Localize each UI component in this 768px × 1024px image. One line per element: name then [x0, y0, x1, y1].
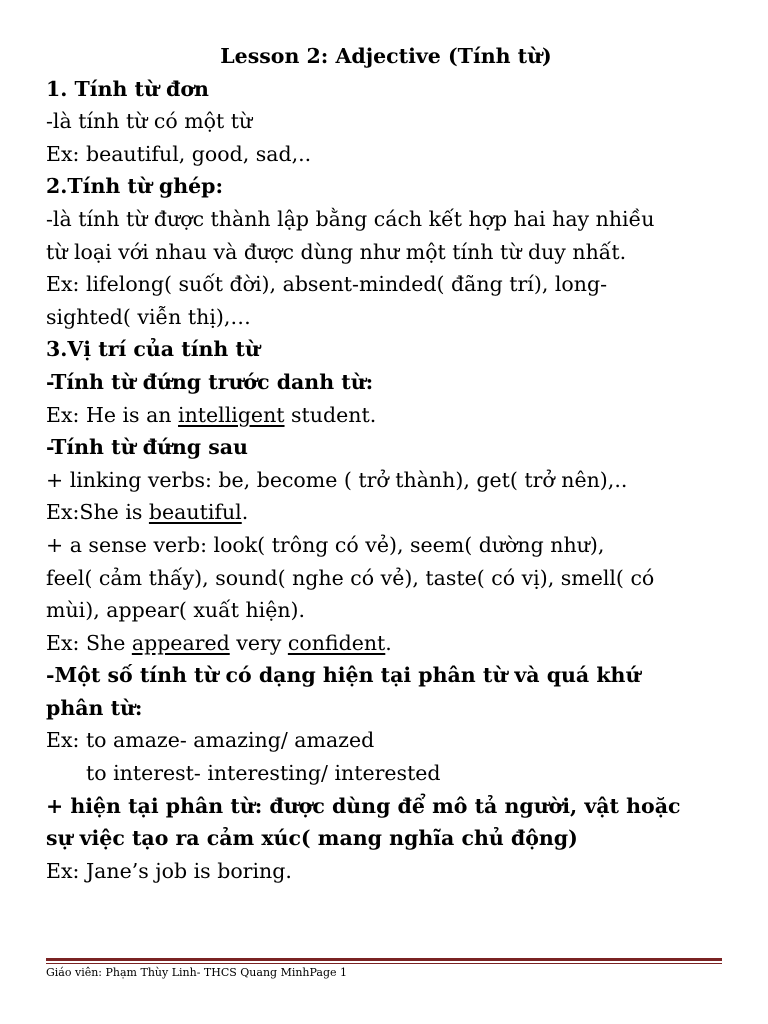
example-jane: Ex: Jane’s job is boring. — [46, 858, 292, 883]
section-2-definition-line-1: -là tính từ được thành lập bằng cách kết hợp hai hay nhiều — [46, 206, 655, 231]
linking-verbs-line: + linking verbs: be, become ( trở thành), get( trở nên),.. — [46, 467, 628, 492]
underlined-word: appeared — [131, 630, 230, 655]
adjective-after-heading: -Tính từ đứng sau — [46, 435, 248, 460]
section-2-example-line-1: Ex: lifelong( suốt đời), absent-minded( đãng trí), long- — [46, 272, 608, 297]
example-intelligent — [46, 399, 726, 432]
example-appeared-confident — [46, 627, 726, 660]
lesson-title: Lesson 2: Adjective (Tính từ) — [220, 44, 552, 68]
sense-verb-line-2: feel( cảm thấy), sound( nghe có vẻ), taste( có vị), smell( có — [46, 565, 655, 590]
section-2-example-line-2: sighted( viễn thị),… — [46, 304, 251, 329]
section-1-heading: 1. Tính từ đơn — [46, 76, 209, 101]
underlined-word: beautiful — [148, 500, 242, 525]
present-participle-line-2: sự việc tạo ra cảm xúc( mang nghĩa chủ động) — [46, 826, 578, 851]
example-text: . — [385, 630, 392, 655]
sense-verb-line-3: mùi), appear( xuất hiện). — [46, 598, 306, 623]
example-amaze: Ex: to amaze- amazing/ amazed — [46, 728, 375, 753]
page-footer: Giáo viên: Phạm Thùy Linh- THCS Quang MinhPage 1 — [46, 966, 348, 979]
sense-verb-line-1: + a sense verb: look( trông có vẻ), seem( dường như), — [46, 532, 605, 557]
example-text: Ex: He is an — [46, 402, 179, 427]
section-1-example: Ex: beautiful, good, sad,.. — [46, 141, 312, 166]
adjective-before-noun-heading: -Tính từ đứng trước danh từ: — [46, 369, 374, 394]
underlined-word: intelligent — [178, 402, 285, 427]
example-text: . — [241, 500, 249, 525]
section-3-heading: 3.Vị trí của tính từ — [46, 337, 260, 362]
section-2-heading: 2.Tính từ ghép: — [46, 174, 224, 199]
example-text: very — [229, 630, 288, 655]
section-1-definition: -là tính từ có một từ — [46, 109, 253, 134]
example-text: Ex: She — [46, 630, 132, 655]
footer-divider — [46, 958, 722, 964]
participle-heading-line-2: phân từ: — [46, 695, 143, 720]
underlined-word: confident — [287, 630, 386, 655]
document-body — [46, 40, 726, 887]
participle-heading-line-1: -Một số tính từ có dạng hiện tại phân từ và quá khứ — [46, 663, 641, 688]
example-text: Ex:She is — [46, 500, 149, 525]
example-text: student. — [284, 402, 377, 427]
section-2-definition-line-2: từ loại với nhau và được dùng như một tính từ duy nhất. — [46, 239, 627, 264]
example-interest: to interest- interesting/ interested — [86, 761, 441, 786]
example-beautiful — [46, 496, 726, 529]
present-participle-line-1: + hiện tại phân từ: được dùng để mô tả người, vật hoặc — [46, 793, 681, 818]
